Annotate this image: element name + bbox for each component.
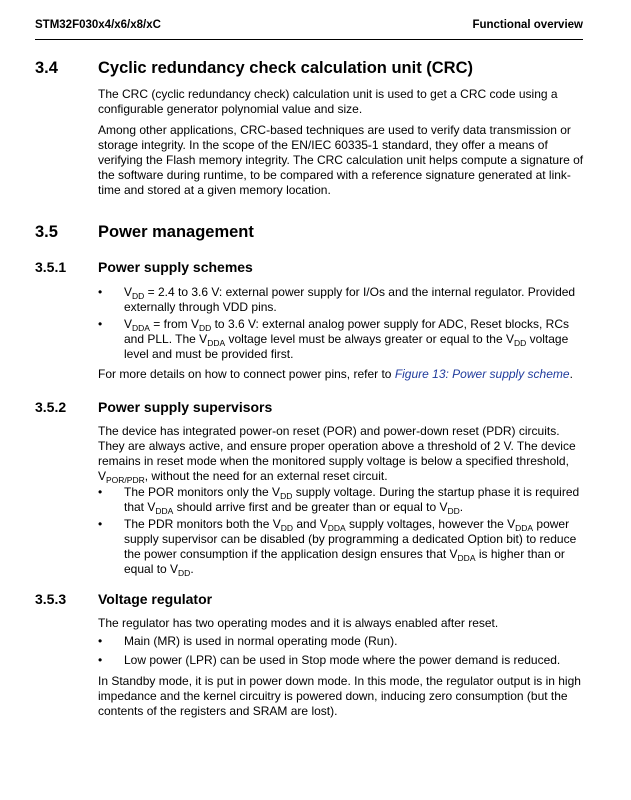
page-header bbox=[35, 19, 583, 37]
header-section-title: Functional overview bbox=[472, 19, 583, 31]
bullet-icon: • bbox=[98, 653, 103, 667]
bullet-icon: • bbox=[98, 485, 103, 499]
paragraph-regulator-modes: The regulator has two operating modes and it is always enabled after reset. bbox=[98, 616, 499, 630]
paragraph-por-pdr: The device has integrated power-on reset (POR) and power-down reset (PDR) circuits. They are always active, and ensure proper operation above a threshold of 2 V. The device remains in reset mode when the monitored supply voltage is below a specified threshold, $V_{POR/PDR}$, without the need for an external reset circuit. bbox=[98, 424, 576, 485]
bullet-icon: • bbox=[98, 517, 103, 531]
section-title-power-management: Power management bbox=[98, 223, 254, 241]
header-divider bbox=[35, 39, 583, 40]
bullet-icon: • bbox=[98, 285, 103, 299]
figure-13-link[interactable]: Figure 13: Power supply scheme bbox=[394, 367, 570, 381]
section-title-crc: Cyclic redundancy check calculation unit (CRC) bbox=[98, 59, 474, 77]
list-item-text: Low power (LPR) can be used in Stop mode where the power demand is reduced. bbox=[124, 653, 561, 667]
section-number-3-4: 3.4 bbox=[35, 59, 58, 77]
section-number-3-5-1: 3.5.1 bbox=[35, 259, 67, 275]
list-item-text: $V_{DDA}$ = from $V_{DD}$ to 3.6 V: external analog power supply for ADC, Reset blocks, RCs and PLL. The $V_{DDA}$ voltage level must be always greater or equal to the $V_{DD}$ voltage level and must be provided first. bbox=[124, 317, 569, 361]
section-title-power-supply-schemes: Power supply schemes bbox=[98, 259, 253, 275]
section-number-3-5-3: 3.5.3 bbox=[35, 591, 67, 607]
section-number-3-5-2: 3.5.2 bbox=[35, 399, 67, 415]
paragraph-power-pins-ref: For more details on how to connect power pins, refer to Figure 13: Power supply scheme. bbox=[98, 367, 573, 381]
list-item-text: $V_{DD} = 2.4$ to 3.6 V: external power supply for I/Os and the internal regulator. Provided externally through VDD pins. bbox=[124, 285, 576, 314]
paragraph-crc-intro: The CRC (cyclic redundancy check) calculation unit is used to get a CRC code using a configurable generator polynomial value and size. bbox=[98, 87, 558, 116]
paragraph-crc-usage: Among other applications, CRC-based techniques are used to verify data transmission or storage integrity. In the scope of the EN/IEC 60335-1 standard, they offer a means of verifying the Flash memory integrity. The CRC calculation unit helps compute a signature of the software during runtime, to be compared with a reference signature generated at link-time and stored at a given memory location. bbox=[98, 123, 584, 197]
bullet-icon: • bbox=[98, 317, 103, 331]
list-item-text: The POR monitors only the $V_{DD}$ supply voltage. During the startup phase it is required that $V_{DDA}$ should arrive first and be greater than or equal to $V_{DD}$. bbox=[124, 485, 580, 516]
header-doc-title: STM32F030x4/x6/x8/xC bbox=[35, 19, 161, 31]
section-title-voltage-regulator: Voltage regulator bbox=[98, 591, 213, 607]
section-title-power-supply-supervisors: Power supply supervisors bbox=[98, 399, 273, 415]
list-item-text: The PDR monitors both the $V_{DD}$ and $V_{DDA}$ supply voltages, however the $V_{DDA}$ power supply supervisor can be disabled (by programming a dedicated Option bit) to reduce the power consumption if the application design ensures that $V_{DDA}$ is higher than or equal to $V_{DD}$. bbox=[124, 517, 577, 578]
list-item-text: Main (MR) is used in normal operating mode (Run). bbox=[124, 634, 398, 648]
paragraph-standby-mode: In Standby mode, it is put in power down mode. In this mode, the regulator output is in high impedance and the kernel circuitry is powered down, inducing zero consumption (but the contents of the registers and SRAM are lost). bbox=[98, 674, 581, 718]
bullet-icon: • bbox=[98, 634, 103, 648]
section-number-3-5: 3.5 bbox=[35, 223, 58, 241]
